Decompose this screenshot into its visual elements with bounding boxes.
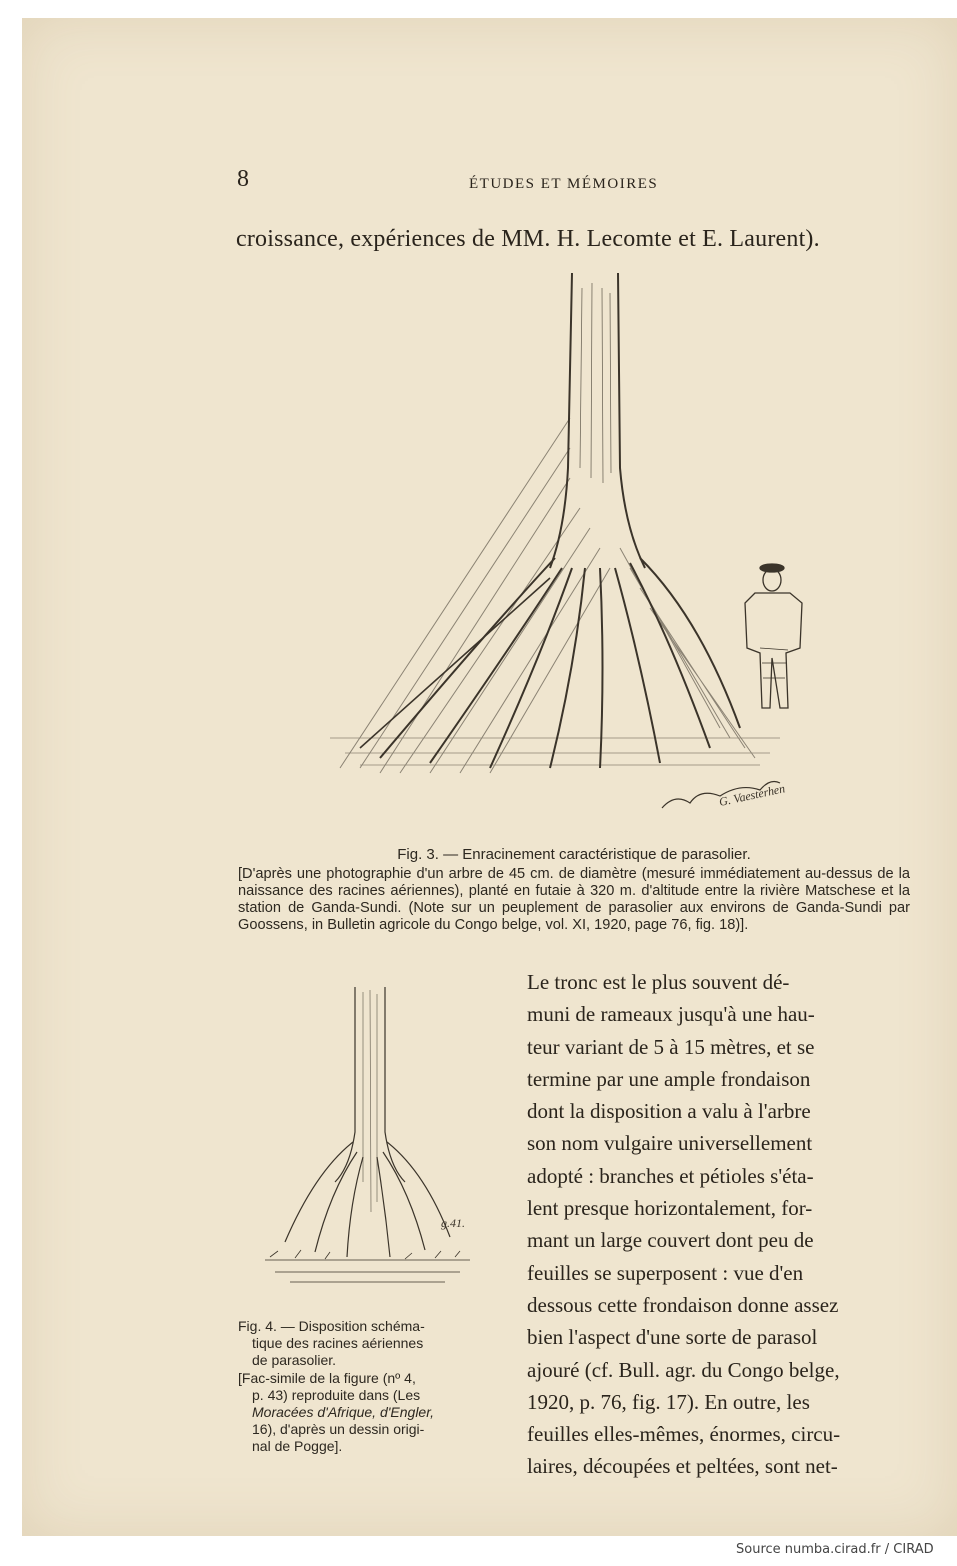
body-line: muni de rameaux jusqu'à une hau- — [527, 1002, 815, 1027]
body-line: termine par une ample frondaison — [527, 1066, 811, 1091]
body-text-column — [527, 966, 909, 1483]
caption-line: 16), d'après un dessin origi- — [252, 1421, 425, 1438]
figure-3-signature: G. Vaesterhen — [717, 781, 787, 809]
source-note: Source numba.cirad.fr / CIRAD — [736, 1542, 934, 1557]
top-text-line: croissance, expériences de MM. H. Lecomte et E. Laurent). — [236, 226, 820, 252]
figure-4-illustration — [255, 982, 480, 1300]
body-line: teur variant de 5 à 15 mètres, et se — [527, 1034, 815, 1059]
caption-line: de parasolier. — [252, 1352, 337, 1369]
body-line: lent presque horizontalement, for- — [527, 1196, 813, 1221]
body-line: dessous cette frondaison donne assez — [527, 1292, 839, 1317]
caption-line: Fig. 4. — Disposition schéma- — [238, 1318, 425, 1334]
caption-line: tique des racines aériennes — [252, 1335, 424, 1352]
caption-line: [Fac-simile de la figure (nº 4, — [238, 1369, 416, 1386]
body-line: mant un large couvert dont peu de — [527, 1228, 814, 1253]
body-line: feuilles elles-mêmes, énormes, circu- — [527, 1422, 841, 1447]
figure-3-description: [D'après une photographie d'un arbre de 45 cm. de diamètre (mesuré immédiatement au-dessus de la naissance des racines aériennes), planté en futaie à 320 m. d'altitude entre la rivière Matschese et la station de Ganda-Sundi. (Note sur un peuplement de parasolier aux environs de Ganda-Sundi par Goossens, in Bulletin agricole du Congo belge, vol. XI, 1920, page 76, fig. 18)]. — [238, 866, 910, 933]
running-head: ÉTUDES ET MÉMOIRES — [469, 176, 659, 192]
figure-4-signature: g.41. — [441, 1216, 465, 1230]
figure-3-title: Fig. 3. — Enracinement caractéristique de parasolier. — [397, 846, 751, 863]
body-line: feuilles se superposent : vue d'en — [527, 1260, 804, 1285]
hatching — [330, 418, 780, 773]
body-line: ajouré (cf. Bull. agr. du Congo belge, — [527, 1357, 840, 1382]
body-line: bien l'aspect d'une sorte de parasol — [527, 1325, 818, 1350]
body-line: son nom vulgaire universellement — [527, 1131, 813, 1156]
body-line: Le tronc est le plus souvent dé- — [527, 970, 790, 994]
body-line: 1920, p. 76, fig. 17). En outre, les — [527, 1389, 810, 1414]
body-line: dont la disposition a valu à l'arbre — [527, 1099, 811, 1124]
page-number: 8 — [237, 166, 249, 192]
caption-line: p. 43) reproduite dans (Les — [252, 1386, 421, 1403]
body-line: adopté : branches et pétioles s'éta- — [527, 1163, 814, 1188]
figure-3-illustration — [300, 268, 820, 838]
man-figure — [745, 564, 802, 708]
caption-line: Moracées d'Afrique, d'Engler, — [252, 1404, 434, 1421]
figure-3-caption — [238, 846, 910, 934]
body-line: laires, découpées et peltées, sont net- — [527, 1454, 838, 1479]
caption-line: nal de Pogge]. — [252, 1438, 343, 1455]
figure-4-caption — [238, 1318, 500, 1456]
